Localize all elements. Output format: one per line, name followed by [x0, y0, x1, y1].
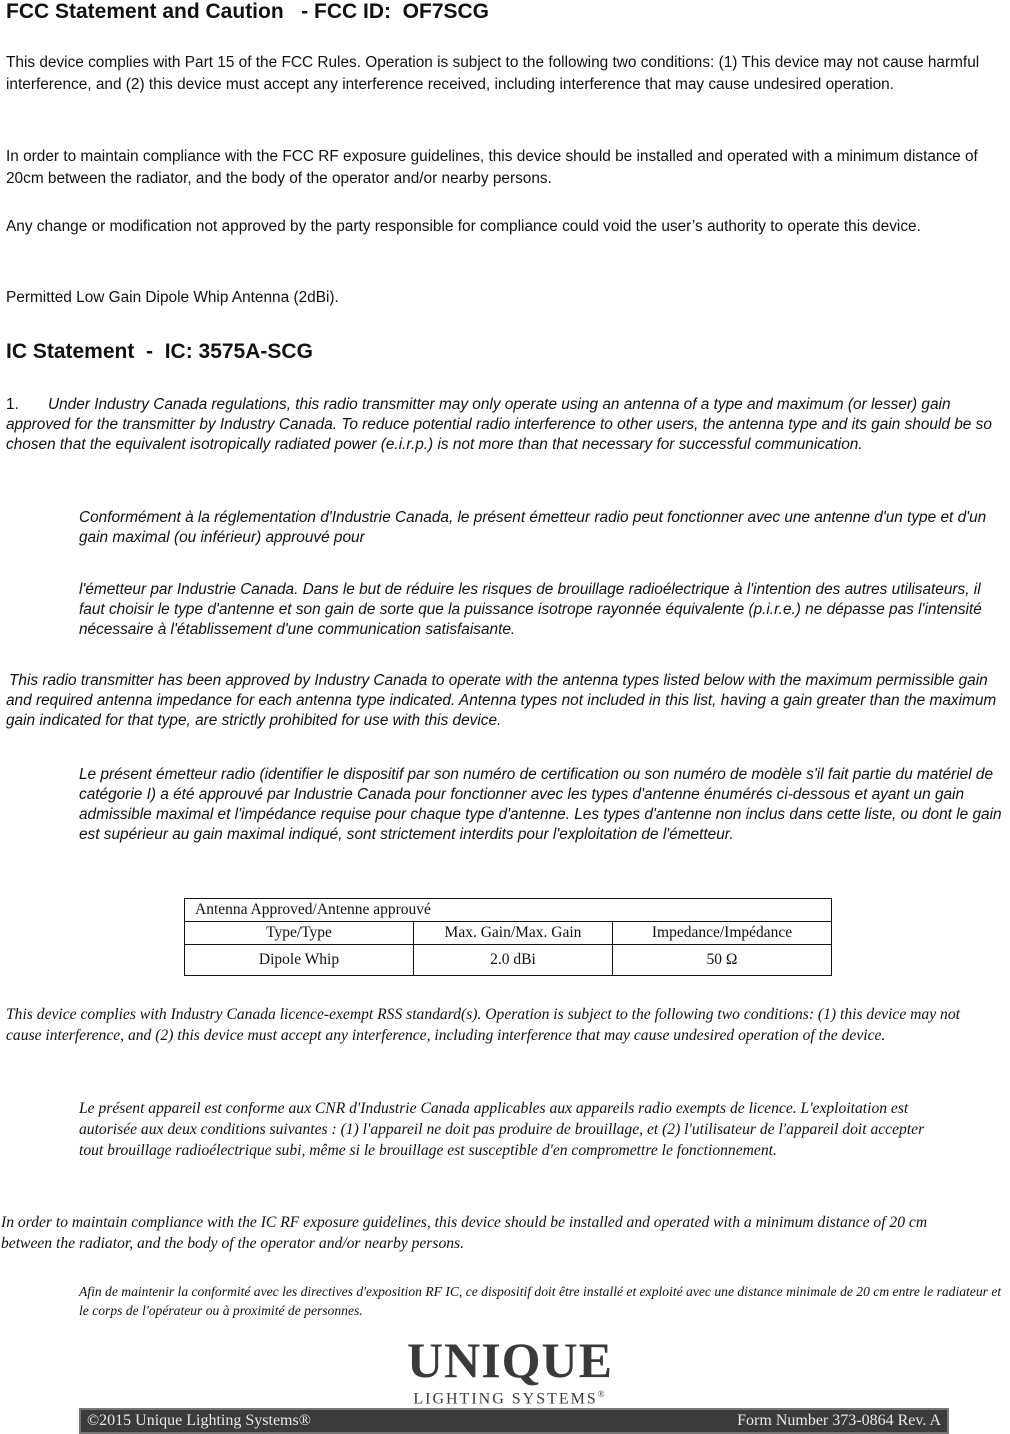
rf-exposure-english: In order to maintain compliance with the IC RF exposure guidelines, this device should be installed and operated with a minimum distance of 20 cm between the radiator, and the body of the operator and/or nearby persons.	[1, 1214, 928, 1252]
cell-antenna-type: Dipole Whip	[185, 945, 414, 976]
fcc-paragraph-3: Any change or modification not approved by the party responsible for compliance could void the user’s authority to operate this device.	[6, 218, 921, 235]
rss-statement-english: This device complies with Industry Canada licence-exempt RSS standard(s). Operation is subject to the following two conditions: (1) this device may not cause interference, and (2) this device must accept any interference, including interference that may cause undesired operation of the device.	[6, 1006, 960, 1044]
ic-transmitter-french: Le présent émetteur radio (identifier le dispositif par son numéro de certification ou son numéro de modèle s'il fait partie du matériel de catégorie I) a été approuvé par Industrie Canada pour fonctionner avec les types d'antenne énumérés ci-dessous et ayant un gain admissible maximal et l'impédance requise pour chaque type d'antenne. Les types d'antenne non inclus dans cette liste, ou dont le gain est supérieur au gain maximal indiqué, sont strictement interdits pour l'exploitation de l'émetteur.	[79, 766, 1002, 843]
ic-item-1-french-a: Conformément à la réglementation d'Industrie Canada, le présent émetteur radio peut fonctionner avec une antenne d'un type et d'un gain maximal (ou inférieur) approuvé pour	[79, 509, 987, 546]
column-header-type: Type/Type	[185, 922, 414, 945]
antenna-table-title: Antenna Approved/Antenne approuvé	[185, 899, 832, 922]
footer-copyright: ©2015 Unique Lighting Systems®	[87, 1412, 311, 1429]
column-header-impedance: Impedance/Impédance	[613, 922, 832, 945]
unique-lighting-logo	[380, 1332, 640, 1408]
ic-heading: IC Statement - IC: 3575A-SCG	[6, 340, 313, 363]
fcc-paragraph-4: Permitted Low Gain Dipole Whip Antenna (2dBi).	[6, 289, 339, 306]
footer-bar	[79, 1408, 949, 1434]
table-row	[185, 945, 832, 976]
footer-form-number: Form Number 373-0864 Rev. A	[737, 1412, 941, 1429]
rf-exposure-french: Afin de maintenir la conformité avec les directives d'exposition RF IC, ce dispositif doit être installé et exploité avec une distance minimale de 20 cm entre le radiateur et le corps de l'opérateur ou à proximité de personnes.	[79, 1284, 1002, 1318]
ic-item-1-french-b: l'émetteur par Industrie Canada. Dans le but de réduire les risques de brouillage radioélectrique à l'intention des autres utilisateurs, il faut choisir le type d'antenne et son gain de sorte que la puissance isotrope rayonnée équivalente (p.i.r.e.) ne dépasse pas l'intensité nécessaire à l'établissement d'une communication satisfaisante.	[79, 581, 982, 638]
ic-transmitter-english: This radio transmitter has been approved by Industry Canada to operate with the antenna types listed below with the maximum permissible gain and required antenna impedance for each antenna type indicated. Antenna types not included in this list, having a gain greater than the maximum gain indicated for that type, are strictly prohibited for use with this device.	[6, 672, 997, 729]
table-header-row	[185, 922, 832, 945]
logo-subtitle	[380, 1385, 640, 1408]
rss-statement-french: Le présent appareil est conforme aux CNR d'Industrie Canada applicables aux appareils radio exempts de licence. L'exploitation est autorisée aux deux conditions suivantes : (1) l'appareil ne doit pas produire de brouillage, et (2) l'utilisateur de l'appareil doit accepter tout brouillage radioélectrique subi, même si le brouillage est susceptible d'en compromettre le fonctionnement.	[79, 1100, 925, 1159]
logo-subtitle-text: LIGHTING SYSTEMS	[413, 1390, 598, 1408]
fcc-heading: FCC Statement and Caution - FCC ID: OF7SCG	[6, 0, 490, 23]
antenna-table	[184, 898, 832, 976]
ic-item-number: 1.	[6, 396, 19, 413]
ic-item-1-english: Under Industry Canada regulations, this radio transmitter may only operate using an antenna of a type and maximum (or lesser) gain approved for the transmitter by Industry Canada. To reduce potential radio interference to other users, the antenna type and its gain should be so chosen that the equivalent isotropically radiated power (e.i.r.p.) is not more than that necessary for successful communication.	[6, 396, 992, 453]
fcc-paragraph-1: This device complies with Part 15 of the FCC Rules. Operation is subject to the following two conditions: (1) This device may not cause harmful interference, and (2) this device must accept any interference received, including interference that may cause undesired operation.	[6, 54, 980, 93]
cell-impedance: 50 Ω	[613, 945, 832, 976]
cell-max-gain: 2.0 dBi	[414, 945, 613, 976]
logo-wordmark: UNIQUE	[406, 1332, 614, 1388]
registered-mark: ®	[597, 1389, 607, 1399]
column-header-max-gain: Max. Gain/Max. Gain	[414, 922, 613, 945]
fcc-paragraph-2: In order to maintain compliance with the FCC RF exposure guidelines, this device should be installed and operated with a minimum distance of 20cm between the radiator, and the body of the operator and/or nearby persons.	[6, 148, 978, 187]
